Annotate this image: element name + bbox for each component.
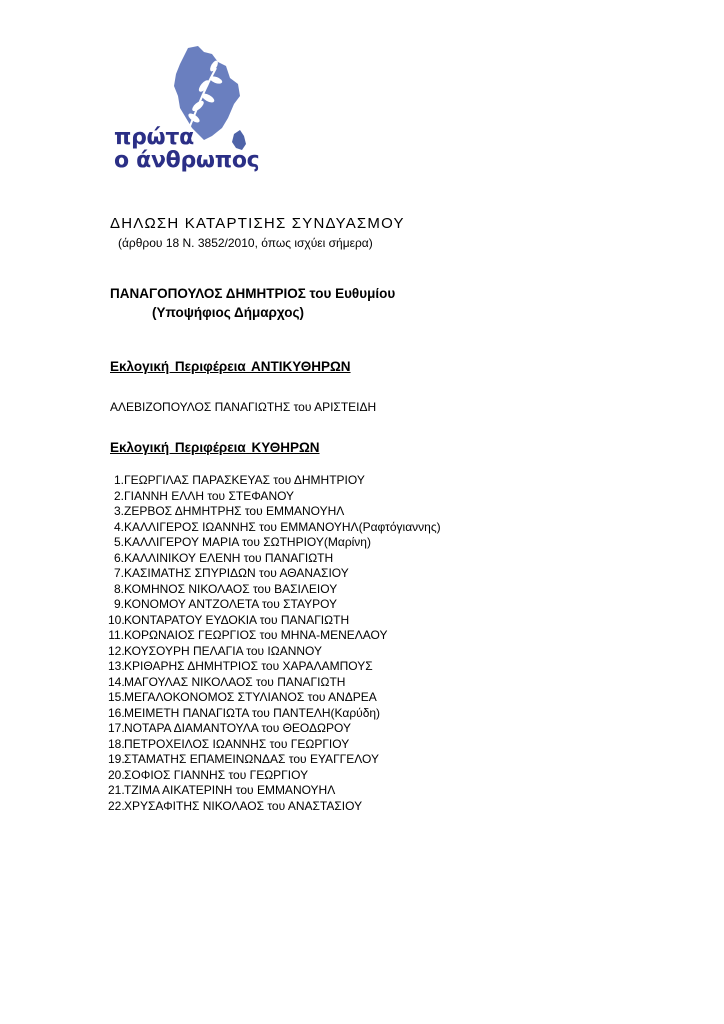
- list-item-text: ΚΑΛΛΙΓΕΡΟΣ ΙΩΑΝΝΗΣ του ΕΜΜΑΝΟΥΗΛ(Ραφτόγιαννης): [124, 519, 441, 534]
- list-item-number: 22.: [108, 798, 125, 813]
- list-item: [108, 768, 441, 784]
- mayor-candidate-role: (Υποψήφιος Δήμαρχος): [152, 305, 304, 320]
- list-item: [108, 706, 441, 722]
- list-item-number: 5.: [113, 535, 124, 549]
- antikythira-candidate: ΑΛΕΒΙΖΟΠΟΥΛΟΣ ΠΑΝΑΓΙΩΤΗΣ του ΑΡΙΣΤΕΙΔΗ: [110, 400, 377, 414]
- list-item: [108, 489, 441, 505]
- list-item-text: ΚΑΛΛΙΝΙΚΟΥ ΕΛΕΝΗ του ΠΑΝΑΓΙΩΤΗ: [124, 550, 334, 565]
- list-item-number: 2.: [113, 488, 124, 503]
- list-item-text: ΚΑΣΙΜΑΤΗΣ ΣΠΥΡΙΔΩΝ του ΑΘΑΝΑΣΙΟΥ: [124, 566, 349, 580]
- list-item: [108, 799, 441, 815]
- list-item-number: 3.: [113, 504, 124, 518]
- list-item-number: 8.: [113, 581, 124, 596]
- list-item: [108, 659, 441, 675]
- logo-wordmark: [114, 126, 259, 172]
- list-item: [108, 473, 441, 489]
- list-item-number: 9.: [113, 597, 124, 611]
- list-item-number: 1.: [113, 473, 124, 487]
- list-item-number: 7.: [113, 566, 124, 580]
- list-item-text: ΠΕΤΡΟΧΕΙΛΟΣ ΙΩΑΝΝΗΣ του ΓΕΩΡΓΙΟΥ: [124, 736, 350, 751]
- list-item: [108, 504, 441, 520]
- list-item: [108, 690, 441, 706]
- list-item: [108, 737, 441, 753]
- list-item-text: ΤΖΙΜΑ ΑΙΚΑΤΕΡΙΝΗ του ΕΜΜΑΝΟΥΗΛ: [124, 783, 336, 797]
- list-item: [108, 783, 441, 799]
- list-item-text: ΚΟΝΟΜΟΥ ΑΝΤΖΟΛΕΤΑ του ΣΤΑΥΡΟΥ: [124, 597, 338, 611]
- party-logo: [110, 44, 270, 184]
- list-item: [108, 597, 441, 613]
- list-item: [108, 752, 441, 768]
- list-item-text: ΚΡΙΘΑΡΗΣ ΔΗΜΗΤΡΙΟΣ του ΧΑΡΑΛΑΜΠΟΥΣ: [124, 659, 373, 673]
- region-heading-kythira: Εκλογική Περιφέρεια ΚΥΘΗΡΩΝ: [110, 440, 320, 455]
- list-item: [108, 628, 441, 644]
- list-item-text: ΜΕΙΜΕΤΗ ΠΑΝΑΓΙΩΤΑ του ΠΑΝΤΕΛΗ(Καρύδη): [124, 705, 381, 720]
- region-heading-antikythira: Εκλογική Περιφέρεια ΑΝΤΙΚΥΘΗΡΩΝ: [110, 359, 351, 374]
- document-title: ΔΗΛΩΣΗ ΚΑΤΑΡΤΙΣΗΣ ΣΥΝΔΥΑΣΜΟΥ: [110, 215, 405, 232]
- list-item-number: 14.: [108, 674, 125, 689]
- document-subtitle: (άρθρου 18 Ν. 3852/2010, όπως ισχύει σήμερα): [118, 236, 373, 250]
- list-item-number: 21.: [108, 783, 125, 797]
- list-item: [108, 721, 441, 737]
- list-item-number: 10.: [108, 612, 125, 627]
- list-item-number: 15.: [108, 690, 125, 704]
- list-item-number: 12.: [108, 643, 125, 658]
- list-item: [108, 566, 441, 582]
- list-item: [108, 582, 441, 598]
- list-item-number: 20.: [108, 767, 125, 782]
- logo-line-1: πρώτα: [114, 125, 194, 150]
- list-item: [108, 535, 441, 551]
- list-item-text: ΣΟΦΙΟΣ ΓΙΑΝΝΗΣ του ΓΕΩΡΓΙΟΥ: [124, 767, 309, 782]
- list-item-text: ΓΕΩΡΓΙΛΑΣ ΠΑΡΑΣΚΕΥΑΣ του ΔΗΜΗΤΡΙΟΥ: [124, 473, 365, 487]
- list-item-number: 19.: [108, 752, 125, 766]
- list-item-text: ΚΟΝΤΑΡΑΤΟΥ ΕΥΔΟΚΙΑ του ΠΑΝΑΓΙΩΤΗ: [124, 612, 350, 627]
- list-item-number: 13.: [108, 659, 125, 673]
- list-item-number: 18.: [108, 736, 125, 751]
- list-item-text: ΚΟΡΩΝΑΙΟΣ ΓΕΩΡΓΙΟΣ του ΜΗΝΑ-ΜΕΝΕΛΑΟΥ: [124, 628, 388, 642]
- kythira-candidate-list: [108, 473, 441, 814]
- list-item: [108, 675, 441, 691]
- list-item-text: ΝΟΤΑΡΑ ΔΙΑΜΑΝΤΟΥΛΑ του ΘΕΟΔΩΡΟΥ: [124, 721, 351, 735]
- list-item-number: 4.: [113, 519, 124, 534]
- list-item-text: ΖΕΡΒΟΣ ΔΗΜΗΤΡΗΣ του ΕΜΜΑΝΟΥΗΛ: [124, 504, 345, 518]
- list-item: [108, 520, 441, 536]
- list-item-text: ΧΡΥΣΑΦΙΤΗΣ ΝΙΚΟΛΑΟΣ του ΑΝΑΣΤΑΣΙΟΥ: [124, 798, 363, 813]
- list-item: [108, 551, 441, 567]
- list-item-text: ΚΟΜΗΝΟΣ ΝΙΚΟΛΑΟΣ του ΒΑΣΙΛΕΙΟΥ: [124, 581, 338, 596]
- list-item-number: 6.: [113, 550, 124, 565]
- list-item: [108, 613, 441, 629]
- list-item-text: ΜΕΓΑΛΟΚΟΝΟΜΟΣ ΣΤΥΛΙΑΝΟΣ του ΑΝΔΡΕΑ: [124, 690, 377, 704]
- list-item-text: ΚΟΥΣΟΥΡΗ ΠΕΛΑΓΙΑ του ΙΩΑΝΝΟΥ: [124, 643, 322, 658]
- mayor-candidate-name: ΠΑΝΑΓΟΠΟΥΛΟΣ ΔΗΜΗΤΡΙΟΣ του Ευθυμίου: [110, 286, 396, 301]
- list-item-number: 16.: [108, 705, 125, 720]
- list-item-text: ΓΙΑΝΝΗ ΕΛΛΗ του ΣΤΕΦΑΝΟΥ: [124, 488, 295, 503]
- list-item: [108, 644, 441, 660]
- list-item-number: 17.: [108, 721, 125, 735]
- list-item-text: ΣΤΑΜΑΤΗΣ ΕΠΑΜΕΙΝΩΝΔΑΣ του ΕΥΑΓΓΕΛΟΥ: [124, 752, 379, 766]
- logo-line-2: ο άνθρωπος: [114, 148, 260, 173]
- list-item-number: 11.: [108, 628, 124, 642]
- list-item-text: ΚΑΛΛΙΓΕΡΟΥ ΜΑΡΙΑ του ΣΩΤΗΡΙΟΥ(Μαρίνη): [124, 535, 371, 549]
- list-item-text: ΜΑΓΟΥΛΑΣ ΝΙΚΟΛΑΟΣ του ΠΑΝΑΓΙΩΤΗ: [124, 674, 346, 689]
